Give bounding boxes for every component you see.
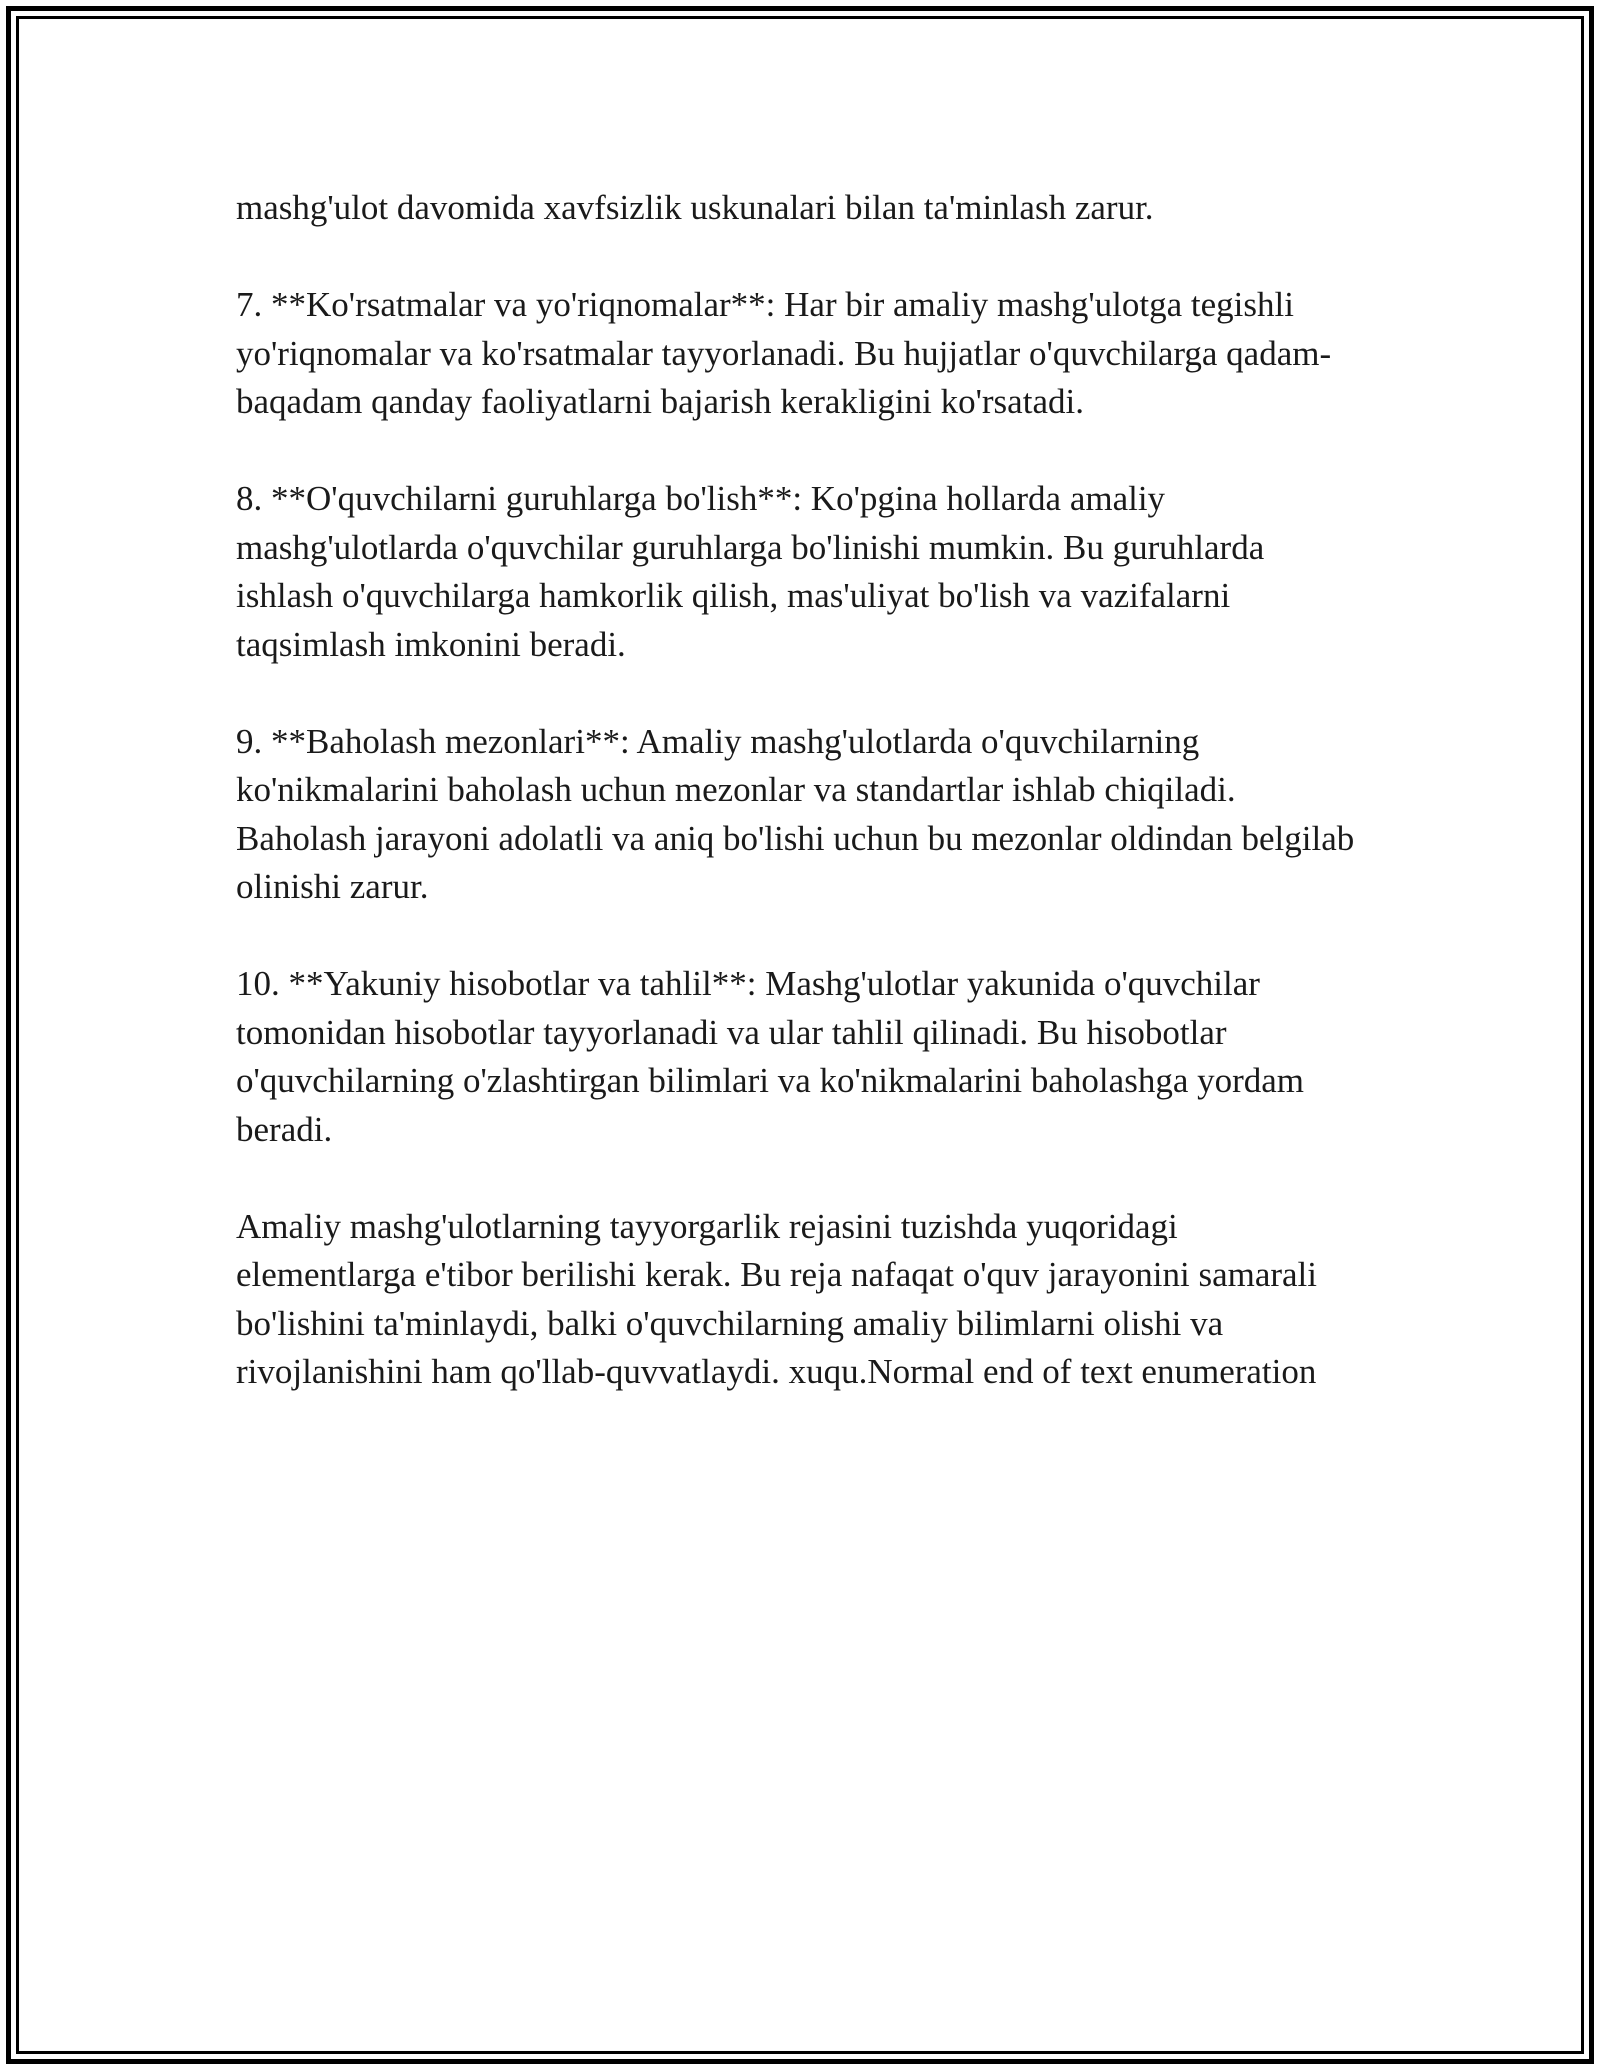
paragraph-item-10: 10. **Yakuniy hisobotlar va tahlil**: Mashg'ulotlar yakunida o'quvchilar tomonidan hisobotlar tayyorlanadi va ular tahlil qilinadi. Bu hisobotlar o'quvchilarning o'zlashtirgan bilimlari va ko'nikmalarini baholashga yordam beradi.: [236, 964, 1305, 1149]
paragraph-conclusion: Amaliy mashg'ulotlarning tayyorgarlik rejasini tuzishda yuqoridagi elementlarga e'tibor berilishi kerak. Bu reja nafaqat o'quv jarayonini samarali bo'lishini ta'minlaydi, balki o'quvchilarning amaliy bilimlarni olishi va rivojlanishini ham qo'llab-quvvatlaydi. xuqu.Normal end of text enumeration: [236, 1206, 1318, 1391]
paragraph-continuation: mashg'ulot davomida xavfsizlik uskunalari bilan ta'minlash zarur.: [236, 188, 1154, 227]
paragraph-item-8: 8. **O'quvchilarni guruhlarga bo'lish**: Ko'pgina hollarda amaliy mashg'ulotlarda o'quvchilar guruhlarga bo'linishi mumkin. Bu guruhlarda ishlash o'quvchilarga hamkorlik qilish, mas'uliyat bo'lish va vazifalarni taqsimlash imkonini beradi.: [236, 479, 1265, 664]
document-body: [236, 184, 1366, 1397]
paragraph-item-9: 9. **Baholash mezonlari**: Amaliy mashg'ulotlarda o'quvchilarning ko'nikmalarini baholash uchun mezonlar va standartlar ishlab chiqiladi. Baholash jarayoni adolatli va aniq bo'lishi uchun bu mezonlar oldindan belgilab olinishi zarur.: [236, 721, 1355, 906]
paragraph-item-7: 7. **Ko'rsatmalar va yo'riqnomalar**: Har bir amaliy mashg'ulotga tegishli yo'riqnomalar va ko'rsatmalar tayyorlanadi. Bu hujjatlar o'quvchilarga qadam-baqadam qanday faoliyatlarni bajarish kerakligini ko'rsatadi.: [236, 285, 1332, 421]
